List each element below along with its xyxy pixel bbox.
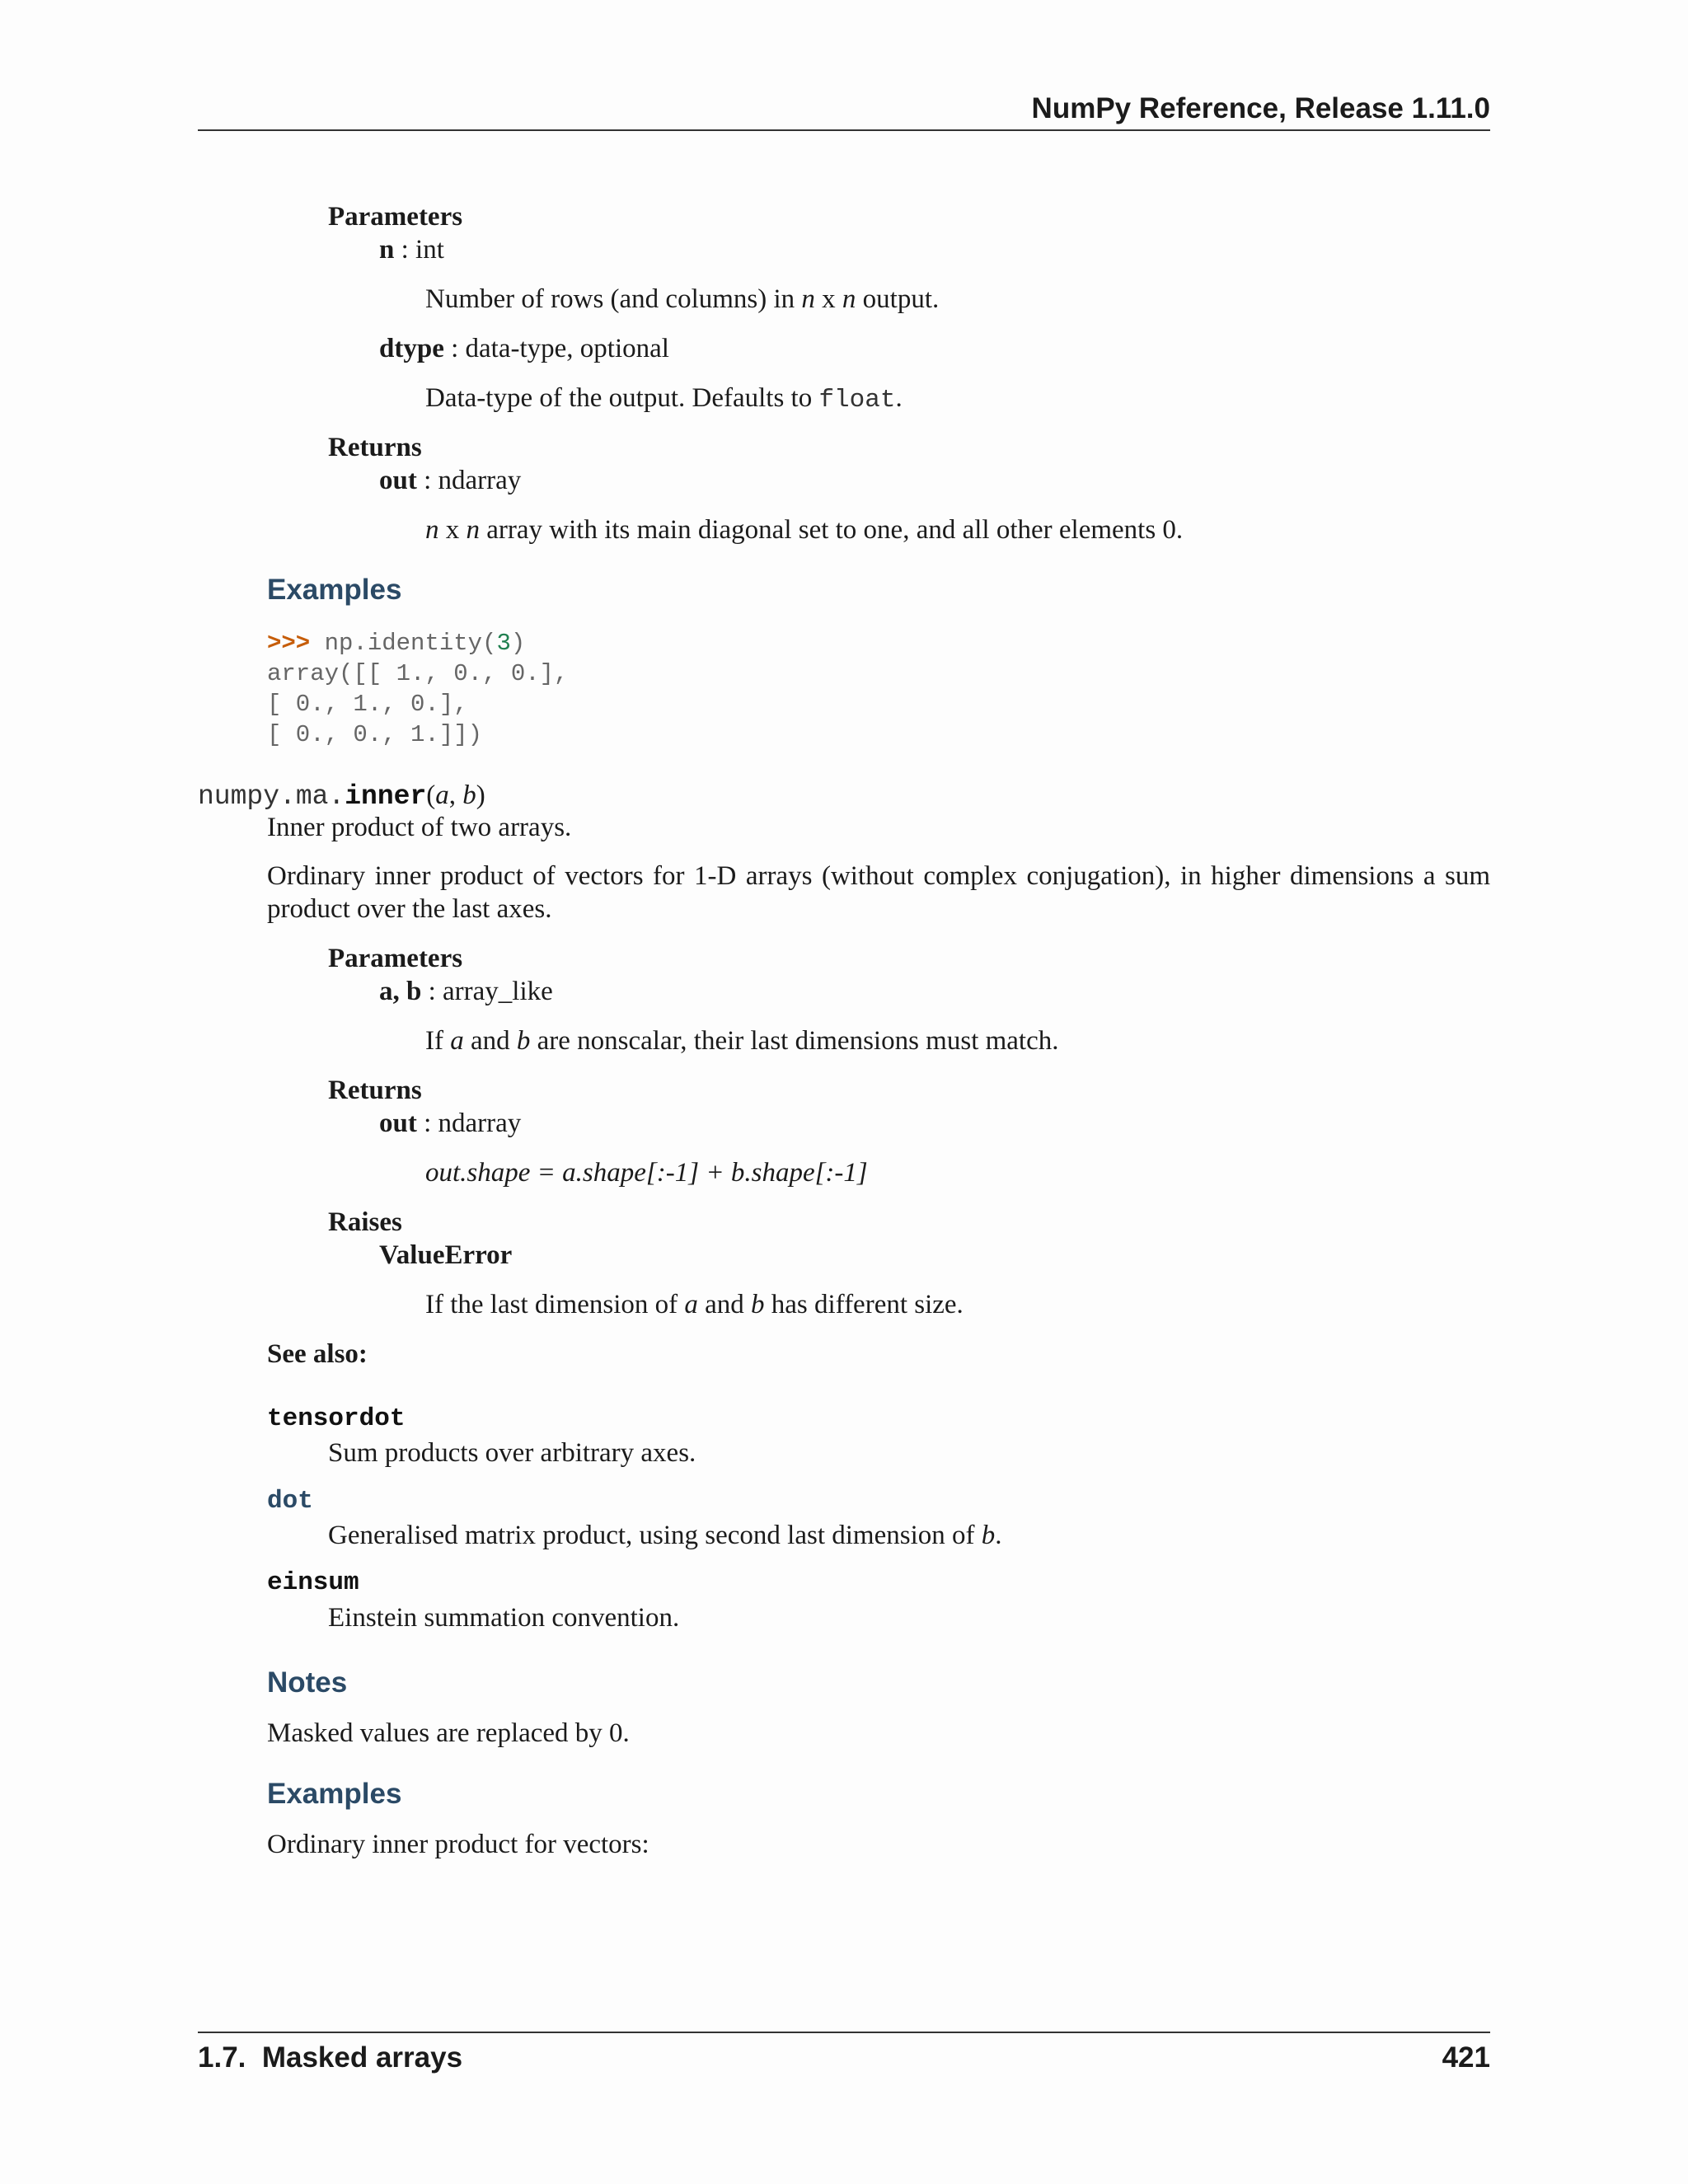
param-n-description: Number of rows (and columns) in n x n output.: [425, 284, 940, 314]
examples-text: Ordinary inner product for vectors:: [267, 1830, 649, 1859]
param-name: n: [379, 235, 395, 265]
see-also-einsum: einsum: [267, 1568, 359, 1597]
prompt-symbol: >>>: [267, 630, 311, 657]
function-description-line1: Ordinary inner product of vectors for 1-D arrays (without complex conjugation), in higher dimensions a sum: [267, 861, 1490, 891]
param-a-b-description: If a and b are nonscalar, their last dimensions must match.: [425, 1026, 1059, 1056]
notes-text: Masked values are replaced by 0.: [267, 1718, 630, 1748]
function-summary: Inner product of two arrays.: [267, 813, 572, 842]
examples-heading: Examples: [267, 1778, 402, 1810]
function-signature: numpy.ma.inner(a, b): [198, 780, 485, 812]
param-type: data-type, optional: [465, 334, 669, 363]
function-description-line2: product over the last axes.: [267, 894, 552, 924]
signature-module: numpy.ma.: [198, 781, 345, 812]
parameters-heading: Parameters: [328, 944, 463, 973]
param-name: dtype: [379, 334, 444, 363]
see-also-heading: See also:: [267, 1339, 368, 1369]
code-output-3: [ 0., 0., 1.]]): [267, 721, 483, 748]
header-rule: [198, 129, 1490, 131]
parameters-heading: Parameters: [328, 202, 463, 232]
return-out: out : ndarray: [379, 466, 522, 495]
return-out-description: n x n array with its main diagonal set to one, and all other elements 0.: [425, 515, 1184, 545]
footer-rule: [198, 2032, 1490, 2033]
footer-section-title: 1.7. Masked arrays: [198, 2041, 463, 2074]
see-also-tensordot: tensordot: [267, 1404, 406, 1433]
return-out: out : ndarray: [379, 1108, 522, 1138]
param-dtype: dtype : data-type, optional: [379, 334, 669, 363]
running-header-title: NumPy Reference, Release 1.11.0: [1031, 92, 1490, 124]
returns-heading: Returns: [328, 433, 422, 462]
see-also-tensordot-description: Sum products over arbitrary axes.: [328, 1438, 696, 1468]
return-out-description: out.shape = a.shape[:-1] + b.shape[:-1]: [425, 1158, 868, 1188]
see-also-dot-link[interactable]: dot: [267, 1487, 313, 1516]
code-line-prompt: >>> np.identity(3): [267, 630, 526, 657]
inline-code: float: [818, 386, 896, 415]
raises-description: If the last dimension of a and b has different size.: [425, 1290, 964, 1319]
returns-heading: Returns: [328, 1076, 422, 1105]
raises-valueerror: ValueError: [379, 1240, 513, 1270]
param-n: n : int: [379, 235, 444, 265]
signature-name: inner: [345, 781, 427, 812]
see-also-einsum-description: Einstein summation convention.: [328, 1603, 680, 1633]
param-a-b: a, b : array_like: [379, 977, 553, 1006]
footer-page-number: 421: [1442, 2041, 1490, 2074]
notes-heading: Notes: [267, 1666, 348, 1699]
code-output-1: array([[ 1., 0., 0.],: [267, 660, 569, 687]
code-output-2: [ 0., 1., 0.],: [267, 691, 468, 718]
param-type: int: [415, 235, 444, 265]
param-dtype-description: Data-type of the output. Defaults to float.: [425, 383, 903, 415]
raises-heading: Raises: [328, 1207, 402, 1237]
see-also-dot-description: Generalised matrix product, using second last dimension of b.: [328, 1521, 1002, 1550]
examples-heading: Examples: [267, 574, 402, 606]
